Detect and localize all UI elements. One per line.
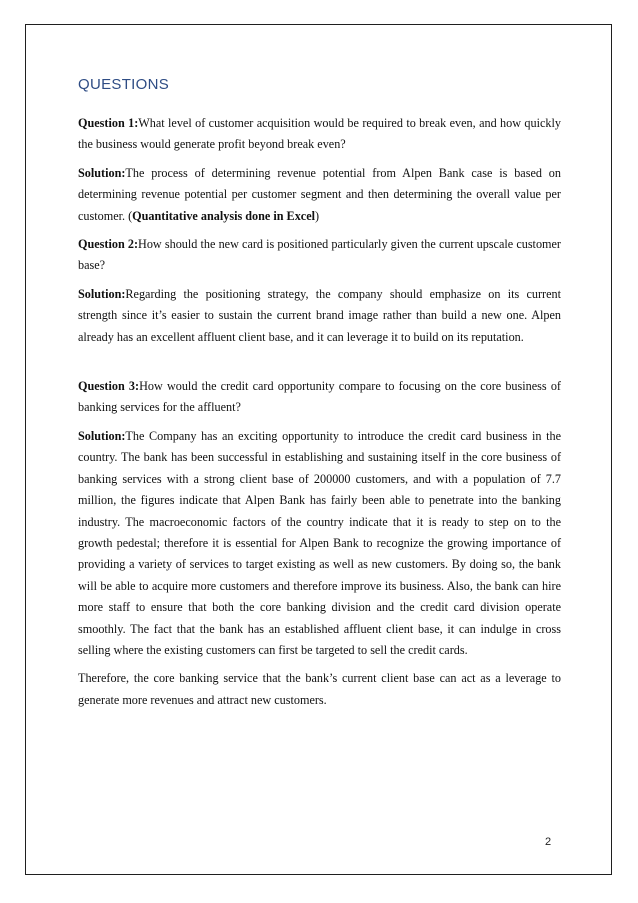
solution-1-label: Solution: — [78, 165, 126, 180]
question-3 — [78, 376, 561, 419]
question-3-label: Question 3: — [78, 379, 140, 394]
solution-3 — [78, 426, 561, 661]
question-1-label: Question 1: — [78, 116, 139, 130]
section-heading: QUESTIONS — [78, 76, 170, 93]
solution-1-note: Quantitative analysis done in Excel — [132, 208, 315, 223]
page-number: 2 — [545, 836, 552, 848]
solution-2-label: Solution: — [78, 286, 126, 301]
solution-1-text: The process of determining revenue potential from Alpen Bank case is based on determining revenue potential per customer segment and then determining the overall value per customer. ( — [78, 165, 561, 223]
question-2-label: Question 2: — [78, 237, 139, 252]
solution-3-text: The Company has an exciting opportunity to introduce the credit card business in the country. The bank has been successful in establishing and sustaining itself in the core business of banking services with a strong client base of 200000 customers, and with a population of 7.7 million, the figures indicate that Alpen Bank has fairly been able to penetrate into the banking industry. The macroeconomic factors of the country indicate that it is ready to step on to the growth pedestal; therefore it is essential for Alpen Bank to recognize the growing importance of providing a variety of services to target existing as well as new customers. By doing so, the bank will be able to acquire more customers and therefore improve its business. Also, the bank can hire more staff to ensure that both the core banking division and the credit card division operate smoothly. The fact that the bank has an established affluent client base, it can indulge in cross selling where the existing customers can first be targeted to sell the credit cards. — [78, 428, 561, 657]
solution-2-text: Regarding the positioning strategy, the company should emphasize on its current strength since it’s easier to sustain the current brand image rather than build a new one. Alpen already has an excellent affluent client base, and it can leverage it to build on its reputation. — [78, 286, 561, 344]
solution-3-label: Solution: — [78, 428, 126, 443]
conclusion: Therefore, the core banking service that the bank’s current client base can act as a leverage to generate more revenues and attract new customers. — [78, 671, 561, 707]
question-3-text: How would the credit card opportunity compare to focusing on the core business of banking services for the affluent? — [78, 379, 561, 415]
question-1 — [78, 113, 561, 156]
solution-1 — [78, 163, 561, 227]
document-body — [78, 76, 561, 718]
question-2 — [78, 234, 561, 277]
solution-2 — [78, 284, 561, 348]
question-2-text: How should the new card is positioned particularly given the current upscale customer base? — [78, 237, 561, 273]
question-1-text: What level of customer acquisition would be required to break even, and how quickly the business would generate profit beyond break even? — [78, 116, 561, 152]
solution-1-close: ) — [315, 208, 320, 223]
